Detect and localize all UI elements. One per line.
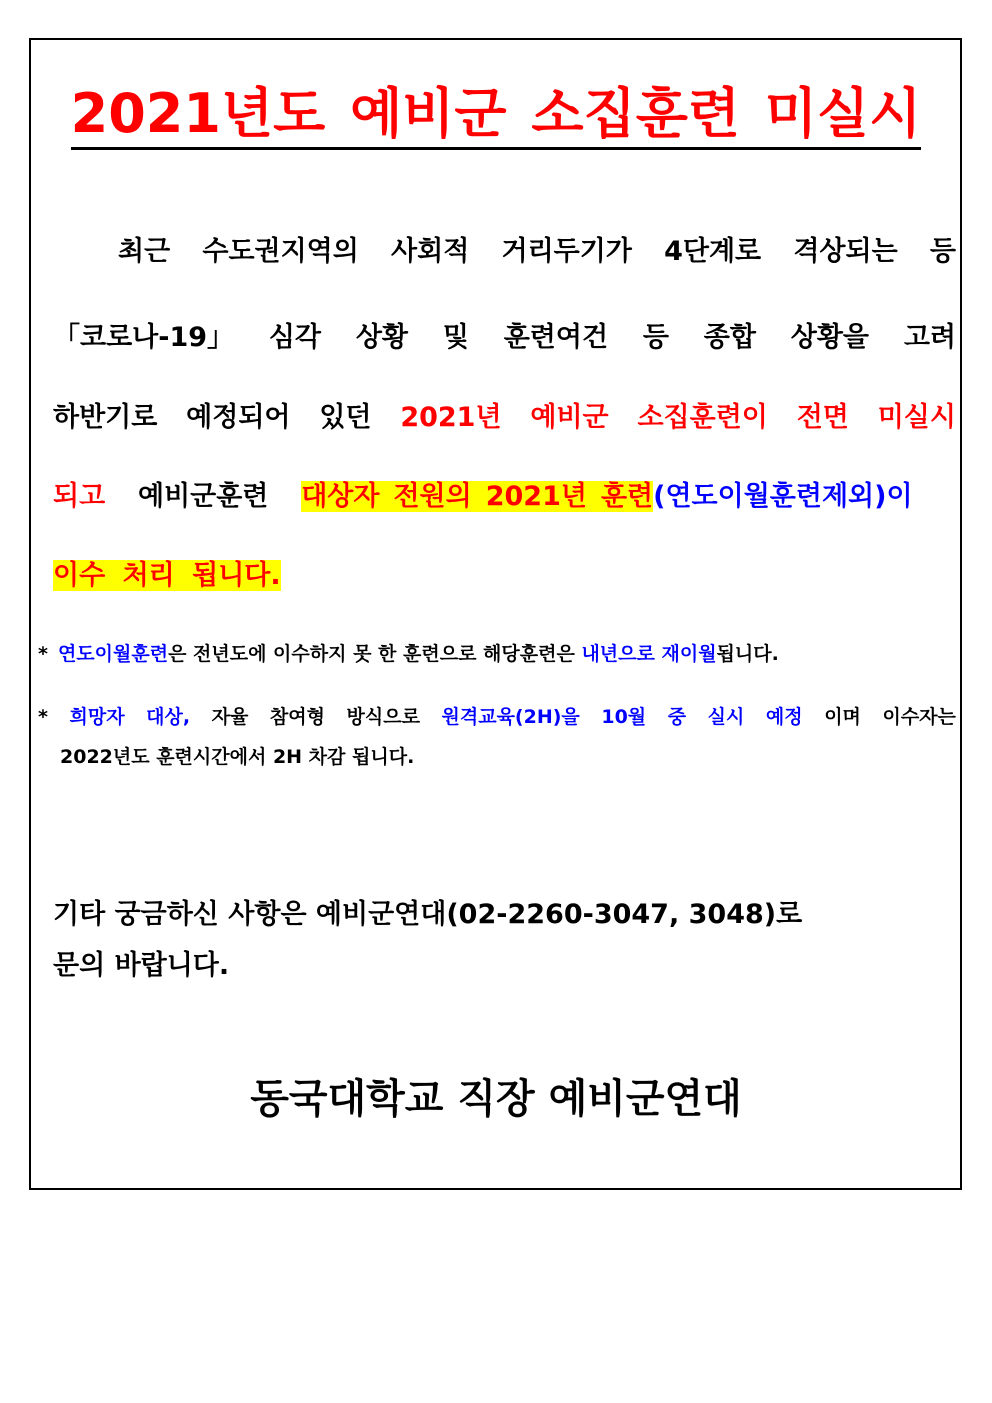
body-line-3-word: 예정되어: [186, 402, 291, 433]
signature: 동국대학교 직장 예비군연대: [250, 1076, 742, 1122]
note-2-word: 희망자: [69, 706, 125, 728]
body-line-2: [53, 318, 956, 358]
notice-title: [0, 78, 992, 150]
notice-border: [29, 38, 962, 1190]
note-1-blue-1: 연도이월훈련: [57, 643, 169, 665]
body-line-2-word: 상황: [355, 322, 408, 353]
body-line-1-word: 등: [929, 236, 956, 267]
note-2-bullet: *: [38, 706, 48, 728]
body-line-5: [53, 556, 956, 596]
body-line-1-word: 거리두기가: [501, 236, 632, 267]
body-line-2-word: 종합: [703, 322, 756, 353]
body-line-3-word: 하반기로: [53, 402, 158, 433]
body-line-1: [118, 232, 956, 272]
body-line-4-highlight: [301, 481, 653, 512]
body-line-4-highlight-word: 대상자: [301, 481, 380, 512]
body-line-2-word: 「코로나-19」: [53, 322, 235, 353]
body-line-1-word: 사회적: [391, 236, 470, 267]
note-2-line-2: 2022년도 훈련시간에서 2H 차감 됩니다.: [60, 746, 415, 768]
body-line-4-blue: (연도이월훈련제외)이: [653, 481, 913, 512]
note-2-word: 방식으로: [346, 706, 420, 728]
body-line-5-highlight: 이수 처리 됩니다.: [53, 560, 281, 591]
body-line-2-word: 상황을: [790, 322, 869, 353]
body-line-3-red-word: 소집훈련이: [637, 402, 768, 433]
note-2-word: 이수자는: [882, 706, 956, 728]
body-line-4-highlight-word: 2021년: [485, 481, 587, 512]
note-1-blue-2: 내년으로 재이월: [581, 643, 717, 665]
note-2-word: 자율: [211, 706, 249, 728]
note-2-word: 예정: [765, 706, 803, 728]
contact-line-2: 문의 바랍니다.: [53, 950, 230, 981]
body-line-2-word: 등: [642, 322, 669, 353]
body-line-3: [53, 398, 956, 438]
body-line-3-red-word: 예비군: [530, 402, 609, 433]
body-line-2-word: 심각: [268, 322, 322, 353]
body-line-1-word: 최근: [118, 236, 171, 267]
body-line-4-red: 되고: [53, 481, 106, 512]
note-2-word: 원격교육(2H)을: [441, 706, 580, 728]
body-line-3-red-word: 미실시: [877, 402, 956, 433]
note-2-word: 실시: [707, 706, 745, 728]
note-1-text-2: 됩니다.: [716, 643, 779, 665]
body-line-4-highlight-word: 전원의: [393, 481, 472, 512]
body-line-1-word: 4단계로: [664, 236, 762, 267]
body-line-3-red-word: 전면: [796, 402, 849, 433]
note-2-word: 이며: [824, 706, 861, 728]
notice-title-text: 2021년도 예비군 소집훈련 미실시: [71, 82, 922, 150]
note-2-word: 참여형: [269, 706, 325, 728]
note-1-text-1: 은 전년도에 이수하지 못 한 훈련으로 해당훈련은: [168, 643, 582, 665]
note-1: [38, 640, 956, 668]
body-line-3-word: 있던: [319, 402, 372, 433]
note-2: [38, 703, 956, 731]
body-line-4: [53, 477, 956, 517]
body-line-1-word: 격상되는: [793, 236, 898, 267]
contact-line-1: 기타 궁금하신 사항은 예비군연대(02-2260-3047, 3048)로: [53, 899, 803, 930]
body-line-3-red-word: 2021년: [400, 402, 502, 433]
body-line-2-word: 및: [442, 322, 469, 353]
body-line-4-highlight-word: 훈련: [600, 481, 654, 512]
body-line-2-word: 훈련여건: [503, 322, 609, 353]
note-2-word: 중: [667, 706, 687, 728]
note-2-word: 10월: [601, 706, 647, 728]
body-line-2-word: 고려: [903, 322, 956, 353]
note-1-bullet: *: [38, 643, 48, 665]
body-line-1-word: 수도권지역의: [202, 236, 359, 267]
note-2-word: 대상,: [146, 706, 191, 728]
body-line-4-text: 예비군훈련: [137, 481, 269, 512]
